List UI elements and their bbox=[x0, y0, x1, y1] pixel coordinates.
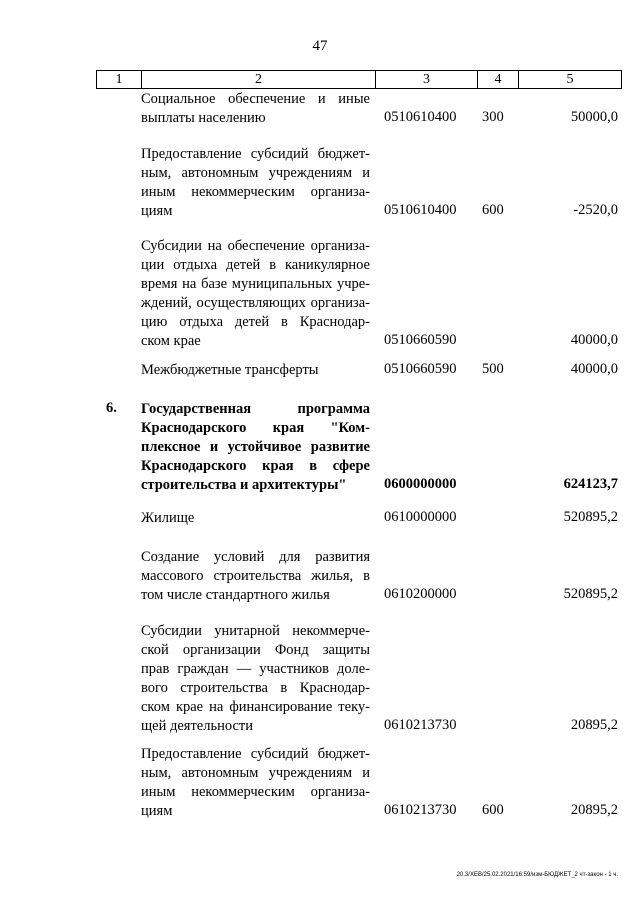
row-amount: 624123,7 bbox=[563, 476, 618, 492]
description-line: вого строительства в Краснодар- bbox=[141, 680, 370, 696]
row-amount: 20895,2 bbox=[570, 802, 618, 818]
description-line: ской организации Фонд защиты bbox=[141, 642, 370, 658]
column-header-2: 2 bbox=[142, 71, 376, 89]
description-line: циям bbox=[141, 803, 173, 819]
row-amount: 520895,2 bbox=[563, 509, 618, 525]
description-line: циям bbox=[141, 203, 173, 219]
description-line: прав граждан — участников доле- bbox=[141, 661, 370, 677]
row-type: 300 bbox=[482, 109, 504, 125]
row-description bbox=[141, 237, 370, 351]
description-line: плексное и устойчивое развитие bbox=[141, 439, 370, 455]
column-header-4: 4 bbox=[478, 71, 519, 89]
row-code: 0510610400 bbox=[384, 109, 457, 125]
description-line: иным некоммерческим организа- bbox=[141, 784, 370, 800]
description-line: ции отдыха детей в каникулярное bbox=[141, 257, 370, 273]
row-amount: 520895,2 bbox=[563, 586, 618, 602]
description-line: цию отдыха детей в Краснодар- bbox=[141, 314, 370, 330]
description-line: ным, автономным учреждениям и bbox=[141, 165, 370, 181]
row-code: 0510660590 bbox=[384, 361, 457, 377]
row-description bbox=[141, 745, 370, 821]
row-code: 0610213730 bbox=[384, 802, 457, 818]
description-line: Краснодарского края "Ком- bbox=[141, 420, 370, 436]
column-header-1: 1 bbox=[97, 71, 142, 89]
description-line: Социальное обеспечение и иные bbox=[141, 91, 370, 107]
row-type: 600 bbox=[482, 802, 504, 818]
description-line: иным некоммерческим организа- bbox=[141, 184, 370, 200]
row-description bbox=[141, 361, 370, 380]
description-line: Субсидии унитарной некоммерче- bbox=[141, 623, 370, 639]
column-header-5: 5 bbox=[519, 71, 622, 89]
description-line: Создание условий для развития bbox=[141, 549, 370, 565]
row-description bbox=[141, 90, 370, 128]
row-amount: -2520,0 bbox=[573, 202, 618, 218]
row-code: 0610000000 bbox=[384, 509, 457, 525]
description-line: щей деятельности bbox=[141, 718, 253, 734]
description-line: Предоставление субсидий бюджет- bbox=[141, 746, 370, 762]
row-description bbox=[141, 145, 370, 221]
description-line: Субсидии на обеспечение организа- bbox=[141, 238, 370, 254]
row-type: 500 bbox=[482, 361, 504, 377]
row-code: 0600000000 bbox=[384, 476, 457, 492]
row-code: 0610200000 bbox=[384, 586, 457, 602]
description-line: ждений, осуществляющих организа- bbox=[141, 295, 370, 311]
row-amount: 50000,0 bbox=[570, 109, 618, 125]
description-line: Межбюджетные трансферты bbox=[141, 362, 319, 378]
row-description bbox=[141, 622, 370, 736]
row-description bbox=[141, 509, 370, 528]
description-line: ным, автономным учреждениям и bbox=[141, 765, 370, 781]
row-number: 6. bbox=[106, 400, 117, 416]
row-description bbox=[141, 400, 370, 495]
footer-reference: 20.3/ХЕВ/25.02.2021/16:59/изм-БЮДЖЕТ_2 чт-закон - 1 ч. bbox=[456, 872, 618, 878]
row-description bbox=[141, 548, 370, 605]
column-header-3: 3 bbox=[376, 71, 478, 89]
row-amount: 40000,0 bbox=[570, 361, 618, 377]
row-code: 0610213730 bbox=[384, 717, 457, 733]
description-line: время на базе муниципальных учре- bbox=[141, 276, 370, 292]
page-number: 47 bbox=[312, 38, 328, 54]
description-line: Государственная программа bbox=[141, 401, 370, 417]
description-line: Краснодарского края в сфере bbox=[141, 458, 370, 474]
description-line: ском крае на финансирование теку- bbox=[141, 699, 370, 715]
row-type: 600 bbox=[482, 202, 504, 218]
description-line: том числе стандартного жилья bbox=[141, 587, 330, 603]
row-code: 0510660590 bbox=[384, 332, 457, 348]
row-amount: 40000,0 bbox=[570, 332, 618, 348]
row-amount: 20895,2 bbox=[570, 717, 618, 733]
row-code: 0510610400 bbox=[384, 202, 457, 218]
description-line: массового строительства жилья, в bbox=[141, 568, 370, 584]
description-line: Предоставление субсидий бюджет- bbox=[141, 146, 370, 162]
description-line: строительства и архитектуры" bbox=[141, 477, 347, 493]
description-line: Жилище bbox=[141, 510, 195, 526]
description-line: выплаты населению bbox=[141, 110, 266, 126]
description-line: ском крае bbox=[141, 333, 201, 349]
